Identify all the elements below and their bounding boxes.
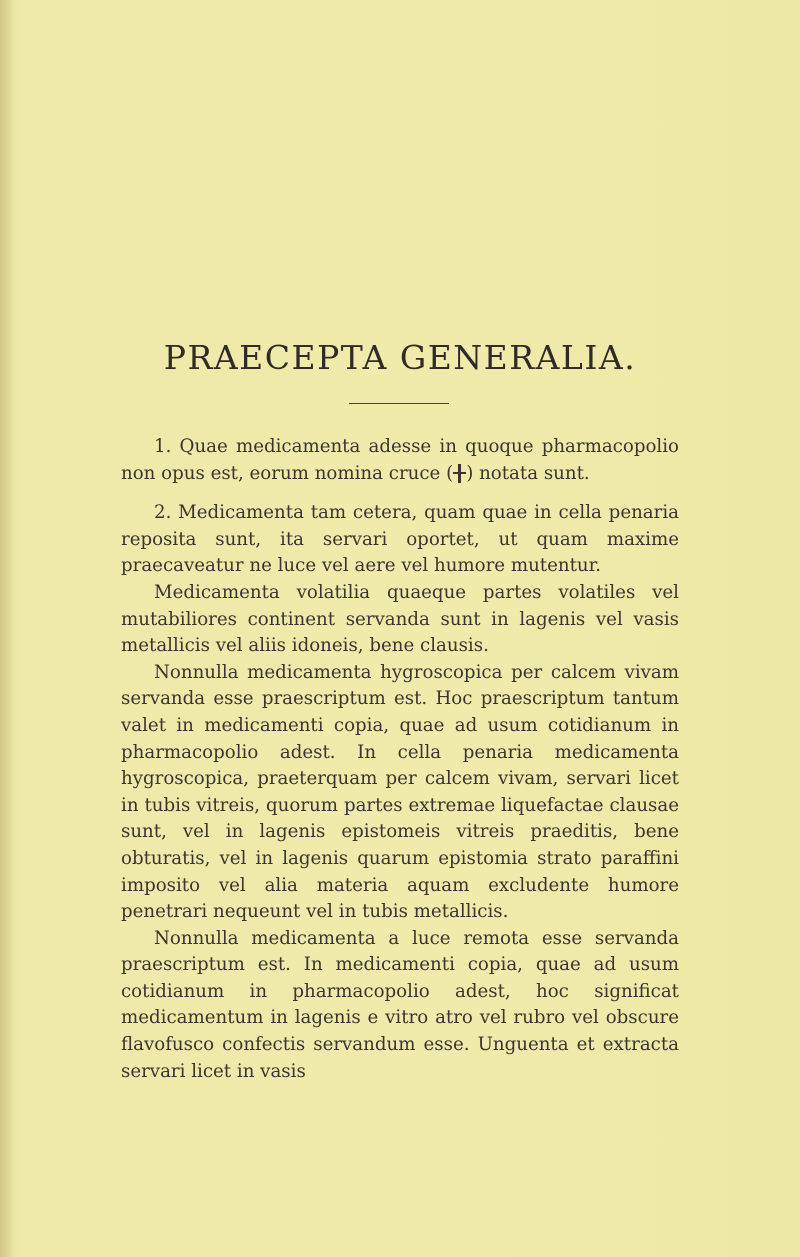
title-divider <box>349 403 449 404</box>
paragraph-5: Nonnulla medicamenta a luce remota esse servanda praescriptum est. In medicamenti copia, quae ad usum cotidianum in pharmacopolio adest, hoc significat medicamentum in lagenis e vitro atro vel rubro vel obscure flavofusco confectis servandum esse. Unguenta et extracta servari licet in vasis <box>121 927 679 1082</box>
cross-icon <box>453 465 466 481</box>
paragraph-1-after: ) notata sunt. <box>466 462 590 484</box>
paragraph-1 <box>121 434 679 487</box>
body-text <box>121 434 679 1085</box>
paragraph-2: 2. Medicamenta tam cetera, quam quae in cella penaria reposita sunt, ita servari oportet, ut quam maxime praecaveatur ne luce vel aere vel humore mutentur. <box>121 502 679 577</box>
binding-shadow <box>0 0 14 1257</box>
page-title: PRAECEPTA GENERALIA. <box>163 338 637 377</box>
paragraph-3: Medicamenta volatilia quaeque partes volatiles vel mutabiliores continent servanda sunt in lagenis vel vasis metallicis vel aliis idoneis, bene clausis. <box>121 581 679 657</box>
paragraph-1-before: 1. Quae medicamenta adesse in quoque pharmacopolio non opus est, eorum nomina cruce ( <box>121 436 679 484</box>
paragraph-4: Nonnulla medicamenta hygroscopica per calcem vivam servanda esse praescriptum est. Hoc praescriptum tantum valet in medicamenti copia, quae ad usum cotidianum in pharmacopolio adest. In cella penaria medicamenta hygroscopica, praeterquam per calcem vivam, servari licet in tubis vitreis, quorum partes extremae liquefactae clausae sunt, vel in lagenis epistomeis vitreis praeditis, bene obturatis, vel in lagenis quarum epistomia strato paraffini imposito vel alia materia aquam excludente humore penetrari nequeunt vel in tubis metallicis. <box>121 661 679 923</box>
